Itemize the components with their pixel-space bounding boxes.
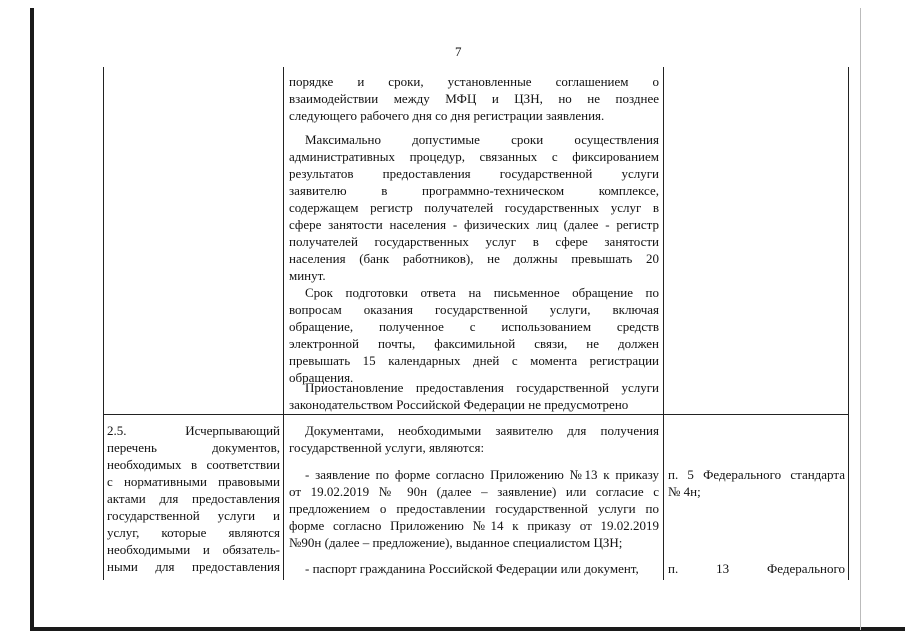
text-line: сфере занятости населения - физических лиц (далее - регистр xyxy=(289,217,659,232)
table-row-divider xyxy=(103,414,849,415)
text-line: государственной услуги, являются: xyxy=(289,440,485,455)
text-line: следующего рабочего дня со дня регистрации заявления. xyxy=(289,108,605,123)
text-line: - паспорт гражданина Российской Федерации или документ, xyxy=(305,561,639,576)
text-line: взаимодействии между МФЦ и ЦЗН, но не позднее xyxy=(289,91,659,106)
text-line: получателей государственных услуг в сфере занятости xyxy=(289,234,659,249)
text-line: электронной почты, факсимильной связи, не должен xyxy=(289,336,659,351)
table-left-border xyxy=(103,67,104,580)
text-line: обращения. xyxy=(289,370,354,385)
text-line: 2.5. Исчерпывающий xyxy=(107,423,280,438)
row2-item-application xyxy=(289,466,659,551)
text-line: государственной услуги и xyxy=(107,508,280,523)
text-line: предложением о предоставлении государственной услуги по xyxy=(289,501,659,516)
text-line: результатов предоставления государственной услуги xyxy=(289,166,659,181)
text-line: - заявление по форме согласно Приложению №13 к приказу xyxy=(305,467,659,482)
scan-left-edge xyxy=(30,8,34,630)
row2-section-title xyxy=(107,422,280,575)
text-line: ными для предоставления xyxy=(107,559,280,574)
text-line: содержащем регистр получателей государственных услуг в xyxy=(289,200,659,215)
text-line: вопросам оказания государственной услуги, включая xyxy=(289,302,659,317)
scan-bottom-edge xyxy=(30,627,905,631)
text-line: форме согласно Приложению №14 к приказу от 19.02.2019 xyxy=(289,518,659,533)
text-line: законодательством Российской Федерации не предусмотрено xyxy=(289,397,629,412)
row1-para1 xyxy=(289,73,659,124)
scan-right-edge xyxy=(860,8,861,630)
text-line: необходимыми и обязатель- xyxy=(107,542,280,557)
text-line: № 4н; xyxy=(668,484,701,499)
table-right-border xyxy=(848,67,849,580)
row2-ref-standard-5 xyxy=(668,466,845,500)
text-line: п. 13 Федерального xyxy=(668,561,845,576)
text-line: от 19.02.2019 № 90н (далее – заявление) или согласие с xyxy=(289,484,659,499)
text-line: Срок подготовки ответа на письменное обращение по xyxy=(305,285,659,300)
row2-intro xyxy=(289,422,659,456)
row1-para4 xyxy=(289,379,659,413)
text-line: Документами, необходимыми заявителю для получения xyxy=(305,423,659,438)
text-line: порядке и сроки, установленные соглашением о xyxy=(289,74,659,89)
page-number: 7 xyxy=(455,44,462,59)
row1-para2 xyxy=(289,131,659,284)
text-line: актами для предоставления xyxy=(107,491,280,506)
text-line: с нормативными правовыми xyxy=(107,474,280,489)
text-line: №90н (далее – предложение), выданное специалистом ЦЗН; xyxy=(289,535,623,550)
text-line: перечень документов, xyxy=(107,440,280,455)
text-line: п. 5 Федерального стандарта xyxy=(668,467,845,482)
text-line: минут. xyxy=(289,268,326,283)
text-line: Максимально допустимые сроки осуществления xyxy=(305,132,659,147)
row2-item-passport xyxy=(289,560,659,577)
text-line: услуг, которые являются xyxy=(107,525,280,540)
table-col-divider-2 xyxy=(663,67,664,580)
row2-ref-standard-13 xyxy=(668,560,845,577)
row1-para3 xyxy=(289,284,659,386)
text-line: превышать 15 календарных дней с момента регистрации xyxy=(289,353,659,368)
text-line: необходимых в соответствии xyxy=(107,457,280,472)
text-line: обращение, полученное с использованием средств xyxy=(289,319,659,334)
text-line: Приостановление предоставления государственной услуги xyxy=(305,380,659,395)
text-line: населения (банк работников), не должны превышать 20 xyxy=(289,251,659,266)
text-line: заявителю в программно-техническом комплексе, xyxy=(289,183,659,198)
text-line: административных процедур, связанных с фиксированием xyxy=(289,149,659,164)
table-col-divider-1 xyxy=(283,67,284,580)
